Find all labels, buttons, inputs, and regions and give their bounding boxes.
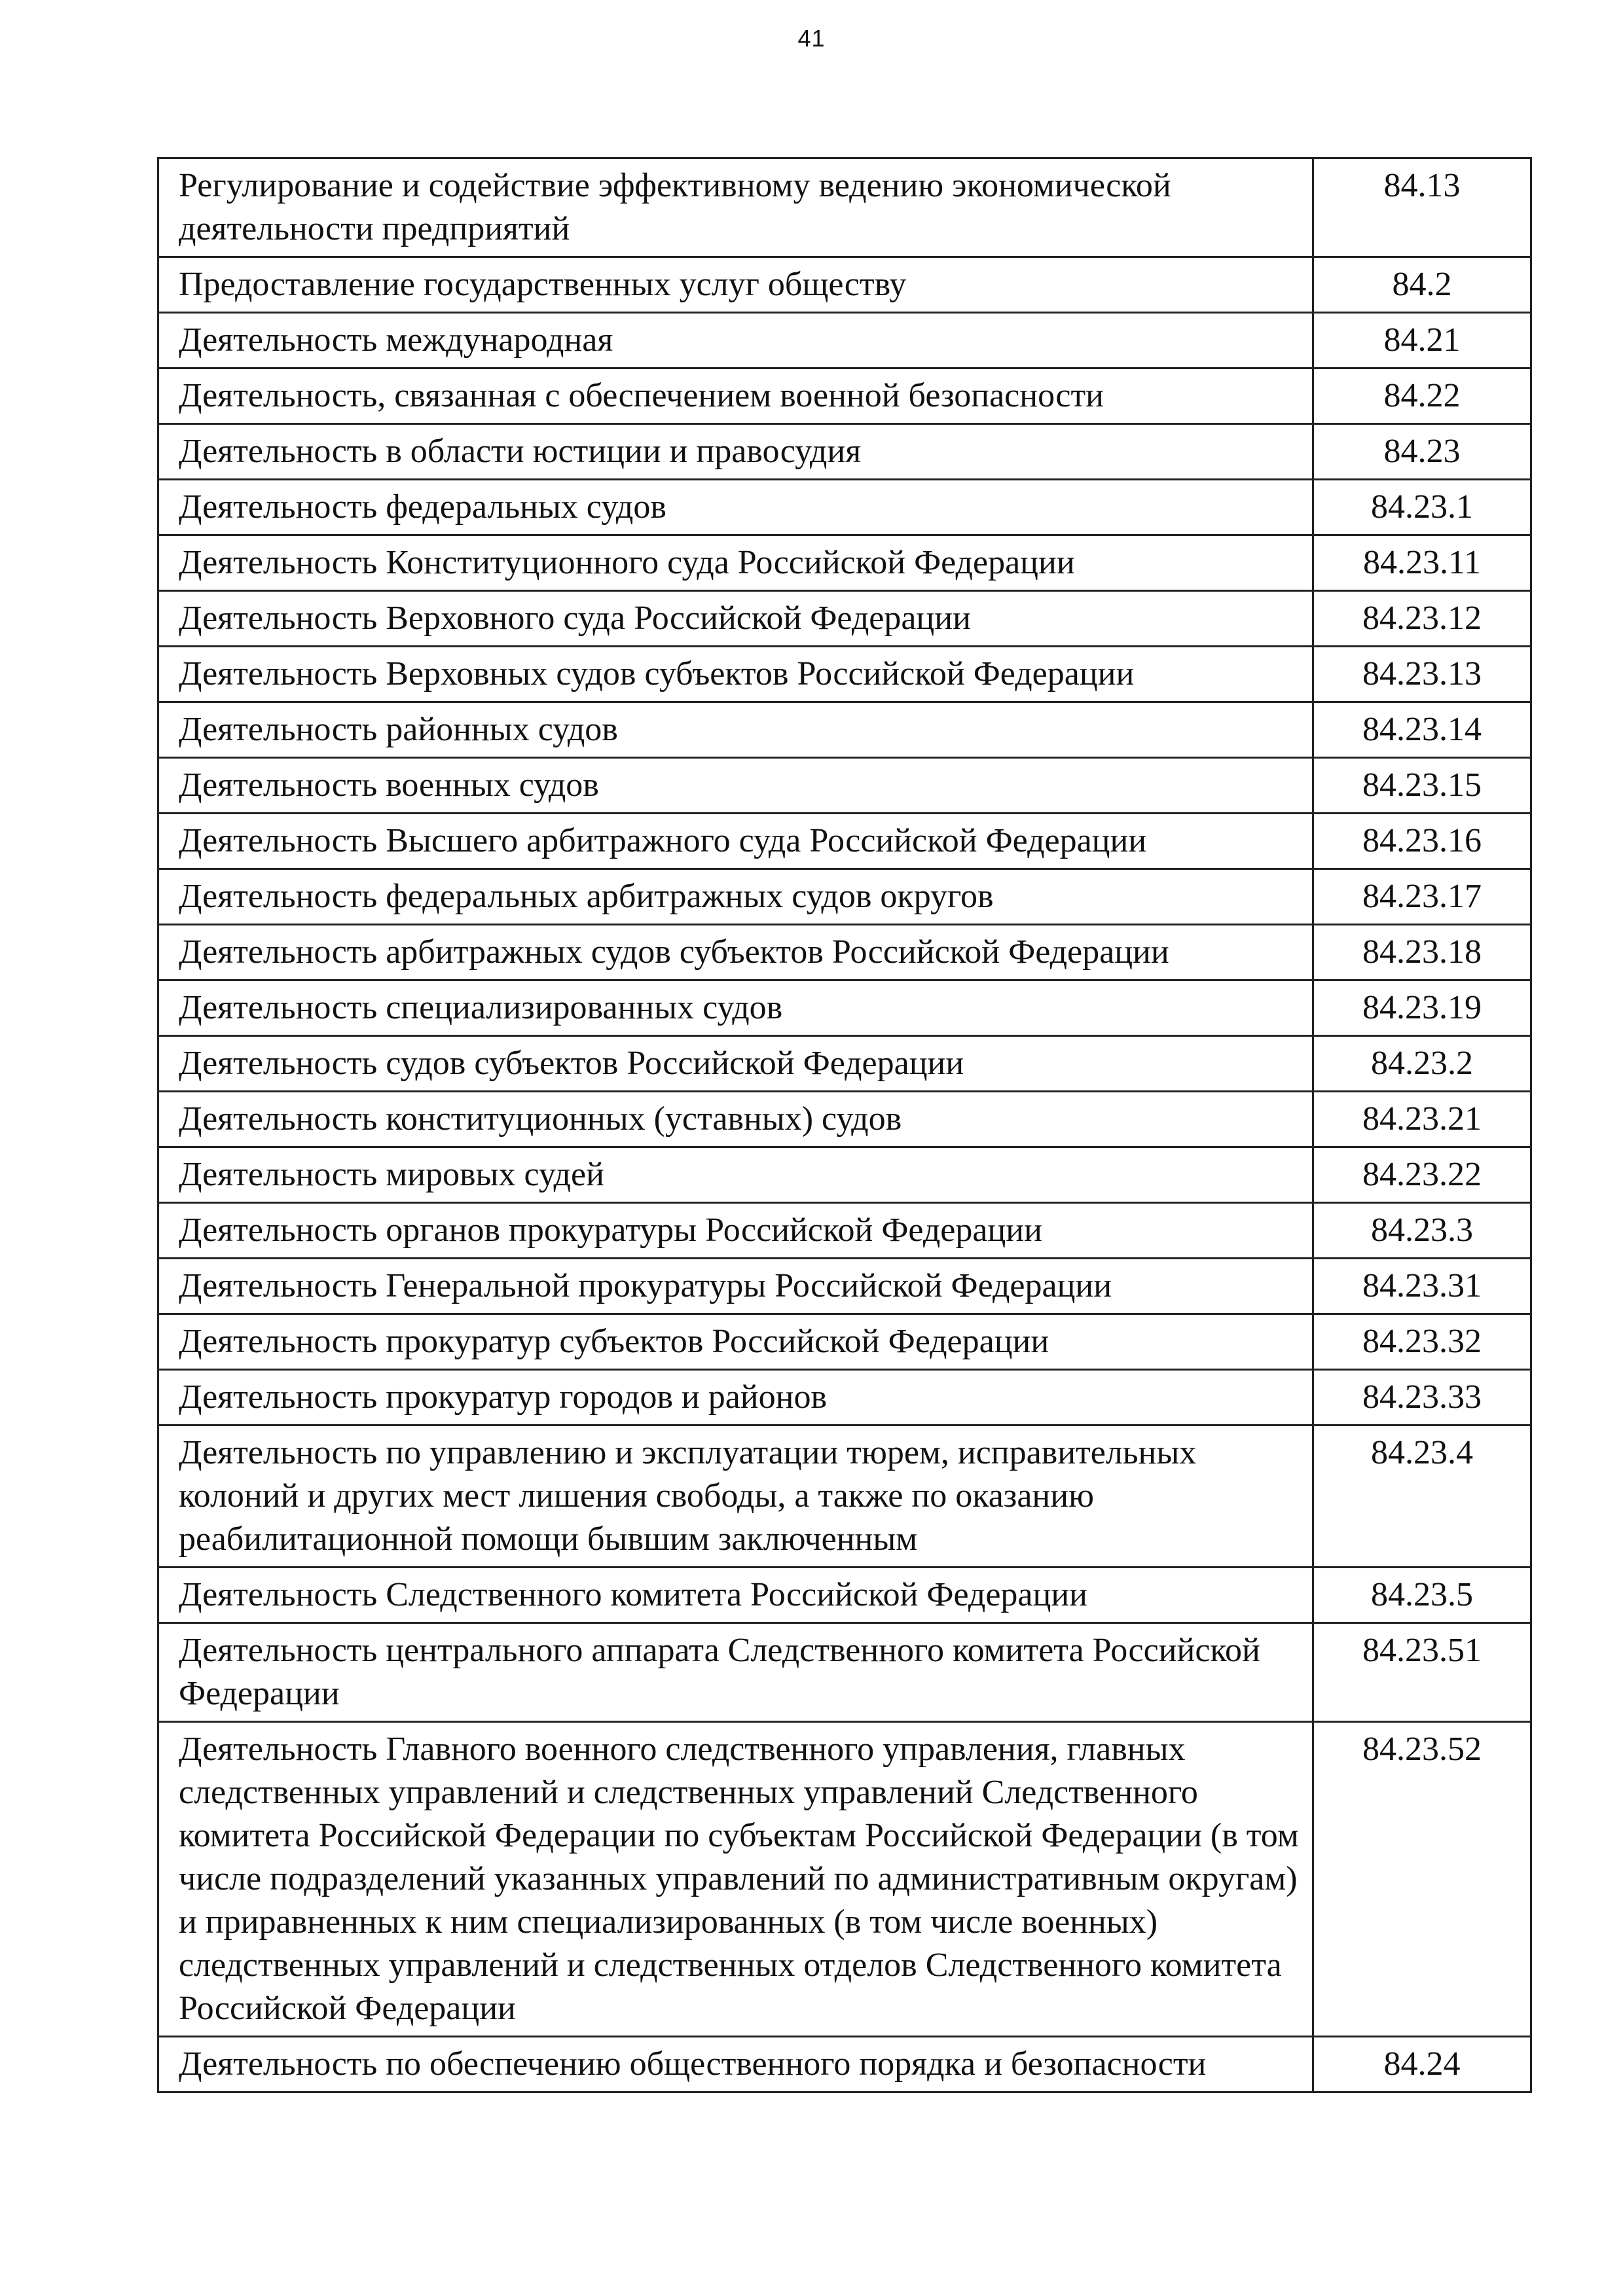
activity-name-cell: Деятельность Главного военного следственного управления, главных следственных управлений и следственных управлений Следственного комитета Российской Федерации по субъектам Российской Федерации (в том числе подразделений указанных управлений по административным округам) и приравненных к ним специализированных (в том числе военных) следственных управлений и следственных отделов Следственного комитета Российской Федерации <box>158 1722 1313 2037</box>
activity-name-cell: Деятельность военных судов <box>158 758 1313 814</box>
activity-code-cell: 84.23.2 <box>1313 1036 1531 1092</box>
activity-name-cell: Деятельность федеральных судов <box>158 480 1313 535</box>
activity-code-cell: 84.23.51 <box>1313 1623 1531 1722</box>
table-row <box>158 980 1531 1036</box>
activity-code-cell: 84.23.1 <box>1313 480 1531 535</box>
activity-name-cell: Деятельность мировых судей <box>158 1147 1313 1203</box>
table-row <box>158 1203 1531 1259</box>
activity-name-cell: Деятельность в области юстиции и правосудия <box>158 424 1313 480</box>
table-row <box>158 1722 1531 2037</box>
activity-name-cell: Деятельность Генеральной прокуратуры Российской Федерации <box>158 1259 1313 1314</box>
activity-code-cell: 84.22 <box>1313 368 1531 424</box>
activity-code-cell: 84.23.52 <box>1313 1722 1531 2037</box>
table-row <box>158 1623 1531 1722</box>
activity-name-cell: Деятельность, связанная с обеспечением военной безопасности <box>158 368 1313 424</box>
activity-name-cell: Деятельность Высшего арбитражного суда Российской Федерации <box>158 814 1313 869</box>
activity-name-cell: Деятельность прокуратур городов и районов <box>158 1370 1313 1426</box>
table-row <box>158 1092 1531 1147</box>
activity-name-cell: Деятельность центрального аппарата Следственного комитета Российской Федерации <box>158 1623 1313 1722</box>
table-row <box>158 591 1531 647</box>
activity-name-cell: Деятельность органов прокуратуры Российской Федерации <box>158 1203 1313 1259</box>
activity-code-cell: 84.13 <box>1313 158 1531 257</box>
activity-name-cell: Деятельность Конституционного суда Российской Федерации <box>158 535 1313 591</box>
table-row <box>158 313 1531 368</box>
activity-code-cell: 84.23.11 <box>1313 535 1531 591</box>
activity-name-cell: Деятельность арбитражных судов субъектов Российской Федерации <box>158 925 1313 980</box>
activity-code-cell: 84.23.32 <box>1313 1314 1531 1370</box>
table-row <box>158 1036 1531 1092</box>
table-row <box>158 2037 1531 2092</box>
table-row <box>158 647 1531 702</box>
activity-code-cell: 84.24 <box>1313 2037 1531 2092</box>
activity-code-cell: 84.23.4 <box>1313 1426 1531 1568</box>
activity-name-cell: Деятельность Верховного суда Российской Федерации <box>158 591 1313 647</box>
activity-code-cell: 84.23.17 <box>1313 869 1531 925</box>
activity-code-cell: 84.23.19 <box>1313 980 1531 1036</box>
table-row <box>158 1314 1531 1370</box>
activity-name-cell: Регулирование и содействие эффективному ведению экономической деятельности предприятий <box>158 158 1313 257</box>
table-row <box>158 368 1531 424</box>
table-row <box>158 1259 1531 1314</box>
activity-codes-table <box>157 157 1532 2093</box>
activity-code-cell: 84.23.22 <box>1313 1147 1531 1203</box>
table-row <box>158 1370 1531 1426</box>
activity-code-cell: 84.23.18 <box>1313 925 1531 980</box>
activity-name-cell: Деятельность районных судов <box>158 702 1313 758</box>
activity-name-cell: Деятельность Следственного комитета Российской Федерации <box>158 1568 1313 1623</box>
activity-code-cell: 84.23 <box>1313 424 1531 480</box>
activity-code-cell: 84.21 <box>1313 313 1531 368</box>
table-row <box>158 257 1531 313</box>
activity-code-cell: 84.23.33 <box>1313 1370 1531 1426</box>
activity-name-cell: Деятельность по обеспечению общественного порядка и безопасности <box>158 2037 1313 2092</box>
table-row <box>158 1568 1531 1623</box>
activity-name-cell: Деятельность Верховных судов субъектов Российской Федерации <box>158 647 1313 702</box>
table-row <box>158 758 1531 814</box>
activity-code-cell: 84.23.13 <box>1313 647 1531 702</box>
activity-name-cell: Предоставление государственных услуг обществу <box>158 257 1313 313</box>
table-row <box>158 1426 1531 1568</box>
table-row <box>158 869 1531 925</box>
table-row <box>158 535 1531 591</box>
activity-name-cell: Деятельность международная <box>158 313 1313 368</box>
table-row <box>158 702 1531 758</box>
activity-name-cell: Деятельность прокуратур субъектов Российской Федерации <box>158 1314 1313 1370</box>
page-number: 41 <box>797 25 826 52</box>
activity-code-cell: 84.23.31 <box>1313 1259 1531 1314</box>
activity-name-cell: Деятельность по управлению и эксплуатации тюрем, исправительных колоний и других мест лишения свободы, а также по оказанию реабилитационной помощи бывшим заключенным <box>158 1426 1313 1568</box>
activity-name-cell: Деятельность федеральных арбитражных судов округов <box>158 869 1313 925</box>
activity-code-cell: 84.23.15 <box>1313 758 1531 814</box>
activity-code-cell: 84.23.5 <box>1313 1568 1531 1623</box>
activity-code-cell: 84.23.14 <box>1313 702 1531 758</box>
activity-code-cell: 84.23.21 <box>1313 1092 1531 1147</box>
activity-name-cell: Деятельность специализированных судов <box>158 980 1313 1036</box>
table-row <box>158 925 1531 980</box>
activity-name-cell: Деятельность конституционных (уставных) судов <box>158 1092 1313 1147</box>
table-row <box>158 480 1531 535</box>
activity-name-cell: Деятельность судов субъектов Российской Федерации <box>158 1036 1313 1092</box>
table-row <box>158 814 1531 869</box>
table-row <box>158 1147 1531 1203</box>
activity-code-cell: 84.23.3 <box>1313 1203 1531 1259</box>
table-row <box>158 424 1531 480</box>
activity-code-cell: 84.23.16 <box>1313 814 1531 869</box>
table-row <box>158 158 1531 257</box>
activity-code-cell: 84.23.12 <box>1313 591 1531 647</box>
activity-code-cell: 84.2 <box>1313 257 1531 313</box>
